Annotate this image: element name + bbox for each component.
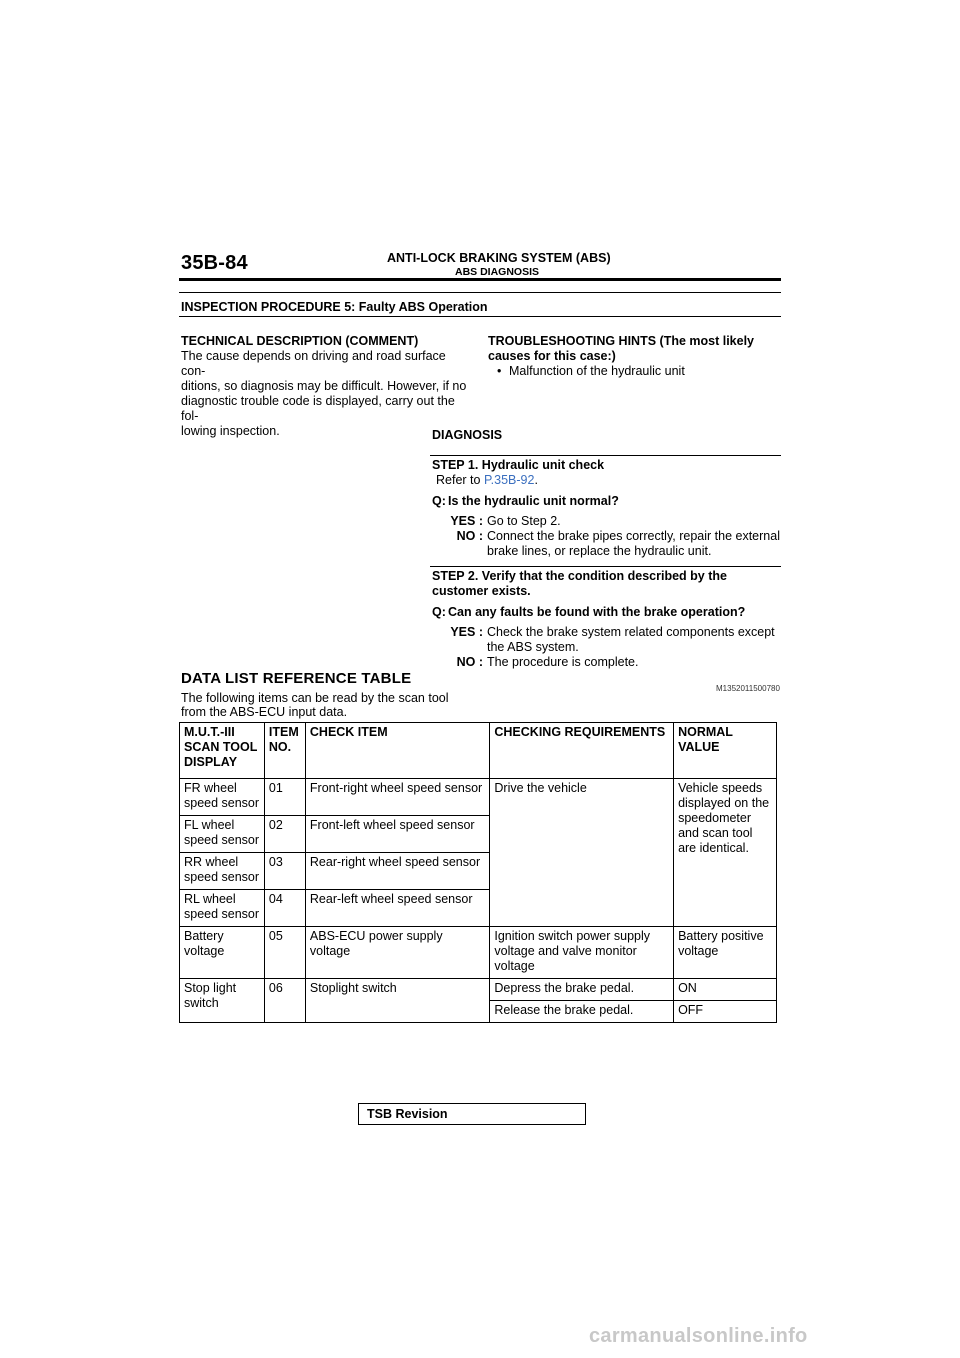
table-row bbox=[180, 979, 777, 1001]
hint-text: Malfunction of the hydraulic unit bbox=[509, 364, 685, 378]
normal-value-cell: ON bbox=[674, 979, 777, 1001]
step2-title: STEP 2. Verify that the condition described by the bbox=[432, 569, 727, 583]
data-list-intro bbox=[181, 691, 461, 719]
check-item-cell: Rear-right wheel speed sensor bbox=[305, 853, 489, 890]
display-cell: Stop light switch bbox=[180, 979, 265, 1023]
step2-question bbox=[432, 605, 780, 620]
item-no-cell: 04 bbox=[264, 890, 305, 927]
item-no-cell: 05 bbox=[264, 927, 305, 979]
refer-prefix: Refer to bbox=[436, 473, 484, 487]
no-text: Connect the brake pipes correctly, repair the external brake lines, or replace the hydraulic unit. bbox=[487, 529, 780, 558]
column-header: ITEM NO. bbox=[264, 723, 305, 779]
data-list-table bbox=[179, 722, 777, 1023]
technical-heading: TECHNICAL DESCRIPTION (COMMENT) bbox=[181, 334, 419, 348]
tsb-revision-box bbox=[358, 1103, 586, 1125]
step2-title: customer exists. bbox=[432, 584, 531, 598]
normal-value-cell: Battery positive voltage bbox=[674, 927, 777, 979]
display-cell: FL wheel speed sensor bbox=[180, 816, 265, 853]
yes-text: Go to Step 2. bbox=[487, 514, 561, 528]
section-bottom-rule bbox=[179, 316, 781, 317]
page-link[interactable]: P.35B-92 bbox=[483, 473, 535, 487]
question-text: Can any faults be found with the brake operation? bbox=[448, 605, 746, 619]
watermark: carmanualsonline.info bbox=[589, 1325, 808, 1347]
step2-yes bbox=[432, 625, 780, 655]
header-rule bbox=[179, 278, 781, 281]
requirement-cell: Ignition switch power supply voltage and valve monitor voltage bbox=[490, 927, 674, 979]
no-label: NO : bbox=[456, 655, 483, 669]
check-item-cell: Stoplight switch bbox=[305, 979, 489, 1023]
hints-heading: TROUBLESHOOTING HINTS (The most likely bbox=[488, 334, 754, 348]
requirement-cell: Drive the vehicle bbox=[490, 779, 674, 927]
diagnosis-heading: DIAGNOSIS bbox=[432, 428, 503, 442]
technical-description bbox=[181, 334, 473, 439]
display-cell: Battery voltage bbox=[180, 927, 265, 979]
technical-line: The cause depends on driving and road surface con- bbox=[181, 349, 446, 378]
step2-rule bbox=[430, 566, 781, 567]
intro-line: from the ABS-ECU input data. bbox=[181, 705, 348, 719]
item-no-cell: 06 bbox=[264, 979, 305, 1023]
step1-title: STEP 1. Hydraulic unit check bbox=[432, 458, 605, 472]
display-cell: RL wheel speed sensor bbox=[180, 890, 265, 927]
step1-no bbox=[432, 529, 780, 559]
column-header: CHECKING REQUIREMENTS bbox=[490, 723, 674, 779]
section-title: INSPECTION PROCEDURE 5: Faulty ABS Operation bbox=[181, 300, 488, 314]
step1-refer bbox=[432, 473, 780, 488]
item-no-cell: 01 bbox=[264, 779, 305, 816]
section-top-rule bbox=[179, 292, 781, 293]
data-list-title: DATA LIST REFERENCE TABLE bbox=[181, 670, 412, 687]
check-item-cell: Rear-left wheel speed sensor bbox=[305, 890, 489, 927]
column-header: M.U.T.-III SCAN TOOL DISPLAY bbox=[180, 723, 265, 779]
q-label: Q: bbox=[432, 494, 446, 508]
technical-line: lowing inspection. bbox=[181, 424, 280, 438]
normal-value-cell: OFF bbox=[674, 1001, 777, 1023]
document-code: M1352011500780 bbox=[716, 684, 780, 693]
table-header-row bbox=[180, 723, 777, 779]
check-item-cell: Front-right wheel speed sensor bbox=[305, 779, 489, 816]
column-header: CHECK ITEM bbox=[305, 723, 489, 779]
tsb-revision-label: TSB Revision bbox=[367, 1107, 448, 1121]
hints-heading: causes for this case:) bbox=[488, 349, 616, 363]
yes-label: YES : bbox=[450, 625, 483, 639]
yes-text: Check the brake system related components except the ABS system. bbox=[487, 625, 775, 654]
table-row bbox=[180, 779, 777, 816]
technical-line: ditions, so diagnosis may be difficult. However, if no bbox=[181, 379, 467, 393]
step1-yes bbox=[432, 514, 780, 529]
display-cell: RR wheel speed sensor bbox=[180, 853, 265, 890]
step1 bbox=[432, 458, 780, 559]
item-no-cell: 03 bbox=[264, 853, 305, 890]
chapter-title: ANTI-LOCK BRAKING SYSTEM (ABS) bbox=[387, 251, 611, 265]
step1-question bbox=[432, 494, 780, 509]
refer-suffix: . bbox=[534, 473, 538, 487]
intro-line: The following items can be read by the scan tool bbox=[181, 691, 449, 705]
display-cell: FR wheel speed sensor bbox=[180, 779, 265, 816]
normal-value-cell: Vehicle speeds displayed on the speedometer and scan tool are identical. bbox=[674, 779, 777, 927]
item-no-cell: 02 bbox=[264, 816, 305, 853]
no-text: The procedure is complete. bbox=[487, 655, 639, 669]
yes-label: YES : bbox=[450, 514, 483, 528]
page-number: 35B-84 bbox=[181, 252, 248, 274]
requirement-cell: Depress the brake pedal. bbox=[490, 979, 674, 1001]
check-item-cell: ABS-ECU power supply voltage bbox=[305, 927, 489, 979]
question-text: Is the hydraulic unit normal? bbox=[448, 494, 619, 508]
q-label: Q: bbox=[432, 605, 446, 619]
column-header: NORMAL VALUE bbox=[674, 723, 777, 779]
bullet-icon: • bbox=[497, 364, 502, 378]
step2 bbox=[432, 569, 780, 670]
technical-line: diagnostic trouble code is displayed, carry out the fol- bbox=[181, 394, 455, 423]
step1-rule bbox=[430, 455, 781, 456]
check-item-cell: Front-left wheel speed sensor bbox=[305, 816, 489, 853]
troubleshooting-hints bbox=[488, 334, 778, 379]
table-row bbox=[180, 927, 777, 979]
no-label: NO : bbox=[456, 529, 483, 543]
step2-no bbox=[432, 655, 780, 670]
hint-item bbox=[497, 364, 778, 379]
requirement-cell: Release the brake pedal. bbox=[490, 1001, 674, 1023]
chapter-subtitle: ABS DIAGNOSIS bbox=[455, 266, 540, 278]
